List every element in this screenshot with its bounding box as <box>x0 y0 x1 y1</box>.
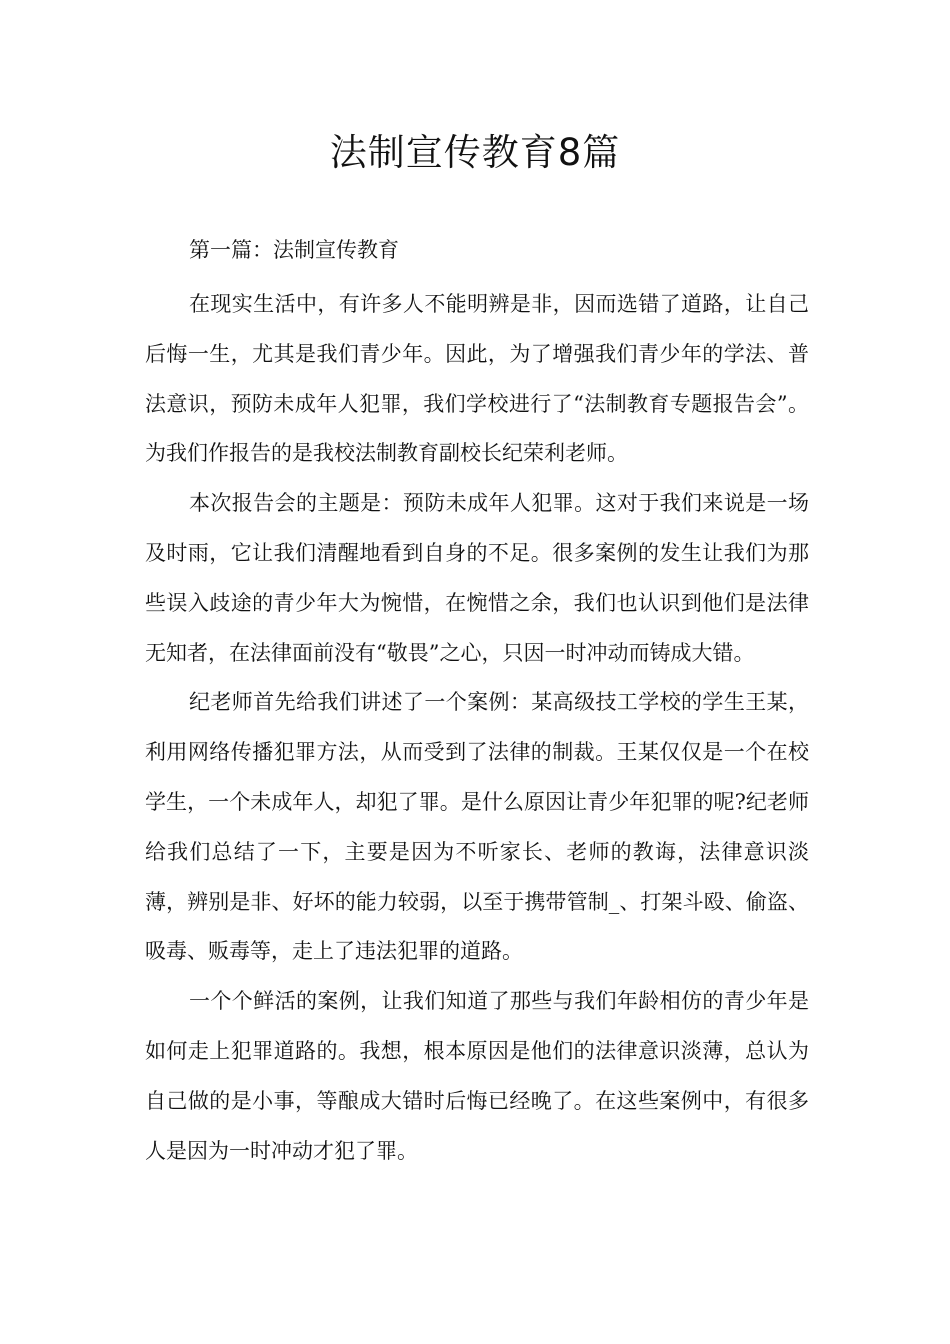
document-title: 法制宣传教育8篇 <box>329 131 621 174</box>
paragraph: 纪老师首先给我们讲述了一个案例：某高级技工学校的学生王某，利用网络传播犯罪方法，从而受到了法律的制裁。王某仅仅是一个在校学生，一个未成年人，却犯了罪。是什么原因让青少年犯罪的呢?纪老师给我们总结了一下，主要是因为不听家长、老师的教诲，法律意识淡薄，辨别是非、好坏的能力较弱，以至于携带管制_、打架斗殴、偷盗、吸毒、贩毒等，走上了违法犯罪的道路。 <box>145 690 809 964</box>
paragraph: 本次报告会的主题是：预防未成年人犯罪。这对于我们来说是一场及时雨，它让我们清醒地看到自身的不足。很多案例的发生让我们为那些误入歧途的青少年大为惋惜，在惋惜之余，我们也认识到他们是法律无知者，在法律面前没有“敬畏”之心，只因一时冲动而铸成大错。 <box>145 491 809 665</box>
section-heading: 第一篇：法制宣传教育 <box>189 238 399 262</box>
paragraph: 在现实生活中，有许多人不能明辨是非，因而选错了道路，让自己后悔一生，尤其是我们青少年。因此，为了增强我们青少年的学法、普法意识，预防未成年人犯罪，我们学校进行了“法制教育专题报告会”。为我们作报告的是我校法制教育副校长纪荣利老师。 <box>145 292 809 466</box>
document-body <box>145 280 809 1176</box>
paragraph: 一个个鲜活的案例，让我们知道了那些与我们年龄相仿的青少年是如何走上犯罪道路的。我想，根本原因是他们的法律意识淡薄，总认为自己做的是小事，等酿成大错时后悔已经晚了。在这些案例中，有很多人是因为一时冲动才犯了罪。 <box>145 989 809 1163</box>
